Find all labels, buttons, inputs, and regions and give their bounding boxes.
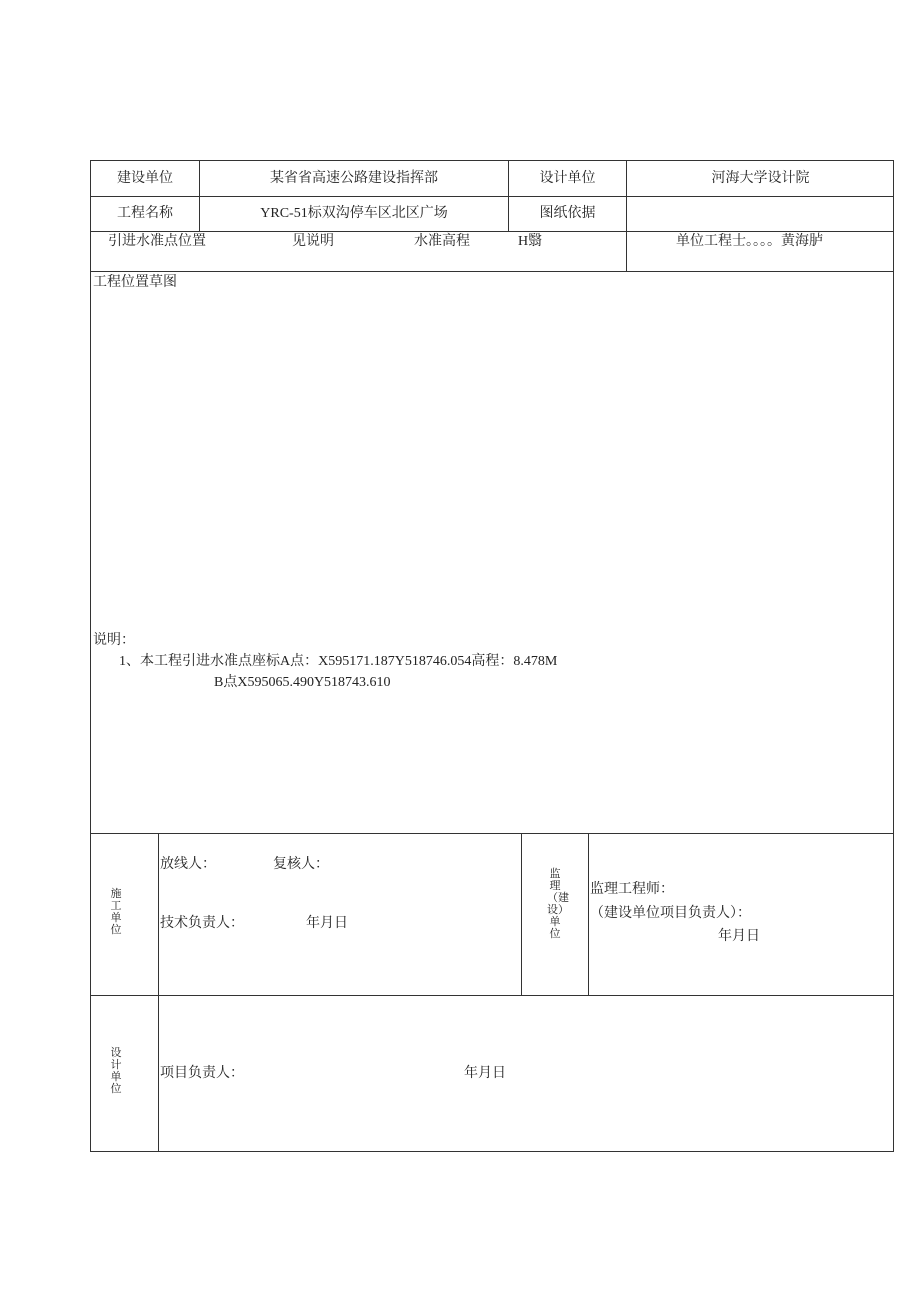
tech-lead: 技术负责人： xyxy=(160,916,244,931)
col-divider xyxy=(158,833,159,1152)
supervision-unit-label: 监理（建设）单位 xyxy=(547,868,569,940)
benchmark-value: 见说明 xyxy=(292,234,334,249)
builder-value: 某省省高速公路建设指挥部 xyxy=(270,171,438,186)
project-value: YRC-51标双沟停车区北区广场 xyxy=(260,206,448,221)
col-divider xyxy=(521,833,522,995)
supervision-date: 年月日 xyxy=(718,929,760,944)
project-lead: 项目负责人： xyxy=(160,1066,244,1081)
label-project: 工程名称 xyxy=(117,206,173,221)
construction-date: 年月日 xyxy=(306,916,348,931)
row-divider xyxy=(90,196,894,197)
owner-lead: （建设单位项目负责人）： xyxy=(590,906,751,921)
layout-person: 放线人： xyxy=(160,857,216,872)
label-designer: 设计单位 xyxy=(539,171,596,186)
designer-value: 河海大学设计院 xyxy=(711,171,810,186)
sketch-title: 工程位置草图 xyxy=(93,275,177,290)
row-divider xyxy=(90,271,894,272)
engineer-value: 单位工程士。。。。黄海胪 xyxy=(676,234,823,249)
label-drawing: 图纸依据 xyxy=(539,206,596,221)
col-divider xyxy=(588,833,589,995)
design-unit-label: 设计单位 xyxy=(110,1047,122,1095)
row-divider xyxy=(90,833,894,834)
label-builder: 建设单位 xyxy=(117,171,173,186)
note-line-2: B点X595065.490Y518743.610 xyxy=(214,675,391,690)
checker: 复核人： xyxy=(273,857,329,872)
row-divider xyxy=(90,231,894,232)
design-date: 年月日 xyxy=(464,1066,506,1081)
supervision-engineer: 监理工程师： xyxy=(590,882,674,897)
elevation-value: H翳 xyxy=(518,234,543,249)
note-line-1: 1、本工程引进水准点座标A点：X595171.187Y518746.054高程：8.478M xyxy=(119,654,558,669)
construction-unit-label: 施工单位 xyxy=(110,888,122,936)
row-divider xyxy=(90,995,894,996)
label-elevation: 水准高程 xyxy=(414,234,470,249)
label-benchmark: 引进水准点位置 xyxy=(108,234,206,249)
note-label: 说明： xyxy=(93,633,135,648)
